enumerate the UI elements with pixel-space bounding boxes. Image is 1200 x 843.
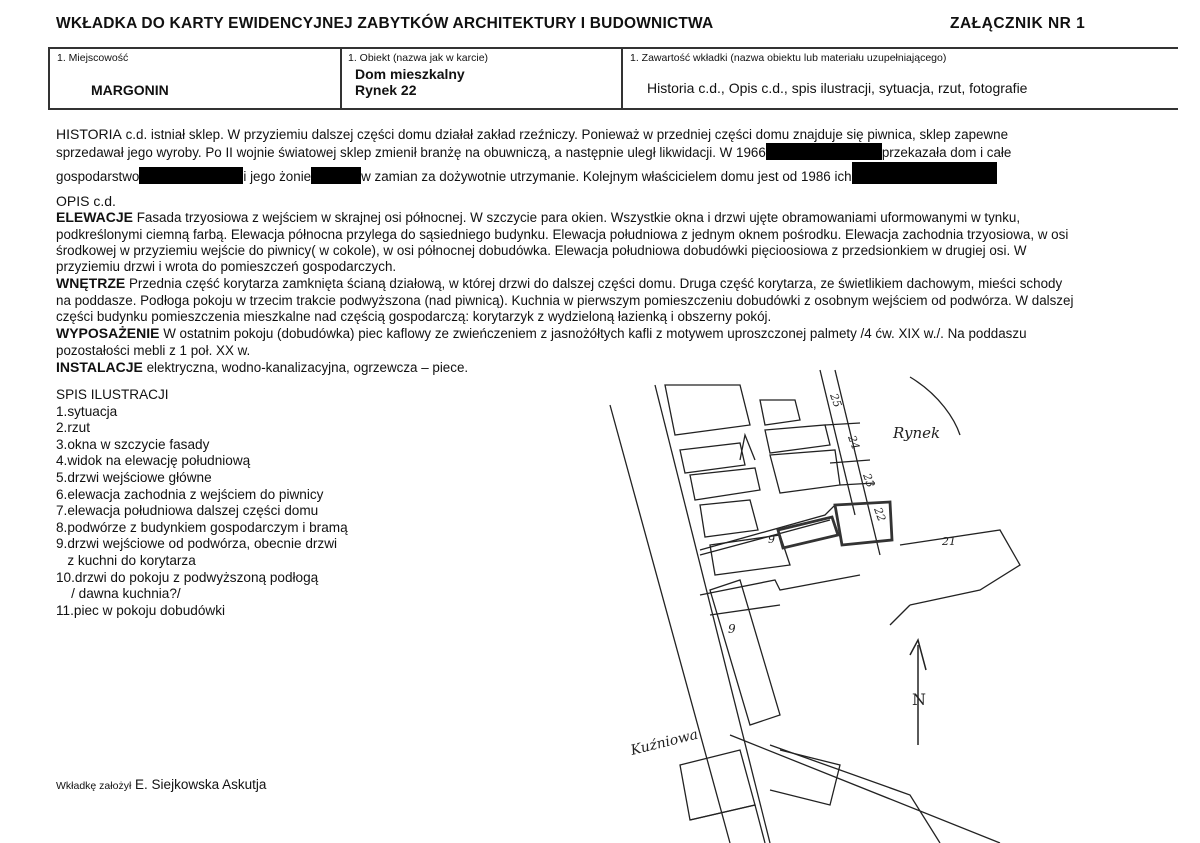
illustrations-heading: SPIS ILUSTRACJI	[56, 387, 169, 402]
elewacje-line-4: przyziemiu drzwi i wrota do pomieszczeń gospodarczych.	[56, 259, 397, 275]
map-road-line	[770, 745, 940, 843]
wnetrze-line-2: na poddasze. Podłoga pokoju w trzecim trakcie podwyższona (nad piwnicą). Kuchnia w pierwszym pomieszczeniu dobudówki z osobnym wejściem od podwórza. W dalszej	[56, 292, 1074, 308]
map-building	[680, 443, 745, 473]
map-building	[700, 500, 758, 537]
map-parcel-line	[700, 520, 830, 555]
map-road-line	[610, 405, 730, 843]
map-target-annex	[778, 517, 838, 548]
locality-value: MARGONIN	[91, 82, 169, 98]
list-item: 6.elewacja zachodnia z wejściem do piwnicy	[56, 486, 324, 502]
opis-section	[56, 193, 1156, 376]
site-plan-map	[580, 365, 1195, 843]
wnetrze-line-1: Przednia część korytarza zamknięta ścianą działową, w której drzwi do dalszej części domu. Druga część korytarza, ze świetlikiem dachowym, mieści schody	[125, 276, 1063, 292]
illustrations-list	[56, 387, 348, 619]
annex-label: ZAŁĄCZNIK NR 1	[950, 15, 1086, 32]
elewacje-line-3: środkowej w przyziemiu wejście do piwnicy( w cokole), w osi północnej dobudówka. Elewacja południowa dobudówki pięcioosiowa z przedsionkiem w drugiej osi. W	[56, 242, 1027, 258]
elewacje-label: ELEWACJE	[56, 209, 134, 226]
table-divider-2	[621, 47, 623, 109]
locality-label: 1. Miejscowość	[57, 52, 129, 64]
redaction-block	[139, 167, 243, 184]
redaction-block	[766, 143, 882, 160]
map-building	[690, 805, 765, 843]
list-item: 1.sytuacja	[56, 403, 118, 419]
historia-line-2b: przekazała dom i całe	[881, 145, 1012, 161]
table-left-border	[48, 47, 50, 109]
author-label: Wkładkę założył	[56, 780, 132, 792]
redaction-block	[852, 162, 997, 184]
table-divider-1	[340, 47, 342, 109]
author-name: E. Siejkowska Askutja	[135, 777, 267, 792]
table-top-border	[48, 47, 1178, 49]
parcel-number: 22	[871, 505, 889, 524]
list-item: 8.podwórze z budynkiem gospodarczym i bramą	[56, 519, 348, 535]
object-label: 1. Obiekt (nazwa jak w karcie)	[348, 52, 489, 64]
historia-line-2a: sprzedawał jego wyroby. Po II wojnie światowej sklep zmienił branżę na obuwniczą, a następnie uległ likwidacji. W 1966	[56, 145, 766, 161]
map-building	[760, 400, 800, 425]
map-building	[770, 450, 840, 493]
map-building	[765, 425, 830, 453]
parcel-number: 9	[728, 622, 736, 636]
historia-line-3b: i jego żonie	[243, 168, 312, 184]
opis-heading: OPIS c.d.	[56, 193, 116, 209]
map-building	[710, 580, 780, 725]
map-building	[680, 750, 755, 820]
north-label: N	[912, 690, 926, 709]
map-road-line	[730, 735, 1000, 843]
list-item: 7.elewacja południowa dalszej części domu	[56, 503, 319, 519]
list-item: 10.drzwi do pokoju z podwyższoną podłogą	[56, 569, 319, 585]
map-parcel-line	[890, 605, 910, 625]
map-parcel-line	[710, 605, 780, 615]
street-label-rynek: Rynek	[893, 424, 941, 442]
map-building	[690, 468, 760, 500]
contents-label: 1. Zawartość wkładki (nazwa obiektu lub materiału uzupełniającego)	[630, 52, 947, 64]
wyposazenie-line-2: pozostałości mebli z 1 poł. XX w.	[56, 342, 251, 358]
wyposazenie-line-1: W ostatnim pokoju (dobudówka) piec kaflowy ze zwieńczeniem z jasnożółtych kafli z motywem uproszczonej palmety /4 ćw. XIX w./. Na poddaszu	[159, 326, 1027, 342]
list-item: z kuchni do korytarza	[56, 552, 196, 568]
list-item: / dawna kuchnia?/	[56, 586, 181, 602]
wyposazenie-label: WYPOSAŻENIE	[56, 325, 160, 342]
list-item: 11.piec w pokoju dobudówki	[56, 602, 226, 618]
list-item: 4.widok na elewację południową	[56, 453, 251, 469]
wnetrze-line-3: części budynku pomieszczenia mieszkalne nad częścią gospodarczą: korytarzyk z wydzieloną łazienką i obszerny pokój.	[56, 309, 772, 325]
map-parcel-line	[900, 530, 1020, 605]
parcel-number: 24	[845, 433, 863, 452]
historia-section	[56, 126, 1156, 185]
list-item: 9.drzwi wejściowe od podwórza, obecnie drzwi	[56, 536, 338, 552]
historia-line-3a: gospodarstwo	[56, 168, 140, 184]
list-item: 3.okna w szczycie fasady	[56, 436, 210, 452]
object-value-address: Rynek 22	[355, 82, 417, 98]
document-title: WKŁADKA DO KARTY EWIDENCYJNEJ ZABYTKÓW ARCHITEKTURY I BUDOWNICTWA	[56, 15, 714, 32]
object-value-name: Dom mieszkalny	[355, 66, 465, 82]
map-building	[770, 750, 840, 805]
parcel-number: 21	[942, 535, 956, 548]
map-parcel-line	[825, 423, 860, 425]
list-item: 5.drzwi wejściowe główne	[56, 469, 212, 485]
map-building	[665, 385, 750, 435]
parcel-number: 25	[827, 391, 845, 410]
parcel-number: 23	[860, 471, 878, 490]
street-label-kuzniowa: Kuźniowa	[629, 726, 700, 759]
list-item: 2.rzut	[56, 420, 90, 436]
historia-line-1: c.d. istniał sklep. W przyziemiu dalszej części domu działał zakład rzeźniczy. Ponieważ w przedniej części domu znajduje się piwnica, sklep zapewne	[121, 127, 1009, 142]
map-building	[740, 435, 755, 460]
elewacje-line-2: podkreślonymi ciemną farbą. Elewacja północna przylega do sąsiedniego budynku. Elewacja południowa z jednym oknem pośrodku. Elewacja zachodnia trzyosiowa, w osi	[56, 226, 1069, 242]
parcel-number: 9	[768, 533, 775, 546]
contents-value: Historia c.d., Opis c.d., spis ilustracji, sytuacja, rzut, fotografie	[647, 80, 1028, 96]
table-bottom-border	[48, 108, 1178, 110]
historia-line-3c: w zamian za dożywotnie utrzymanie. Kolejnym właścicielem domu jest od 1986 ich	[361, 168, 852, 184]
wnetrze-label: WNĘTRZE	[56, 275, 126, 292]
instalacje-label: INSTALACJE	[56, 358, 143, 375]
elewacje-line-1: Fasada trzyosiowa z wejściem w skrajnej osi północnej. W szczycie para okien. Wszystkie okna i drzwi ujęte obramowaniami uformowanymi w tynku,	[133, 210, 1021, 226]
historia-heading: HISTORIA	[56, 126, 122, 142]
author-line	[56, 777, 266, 792]
redaction-block	[311, 167, 361, 184]
instalacje-line-1: elektryczna, wodno-kanalizacyjna, ogrzewcza – piece.	[142, 359, 469, 375]
